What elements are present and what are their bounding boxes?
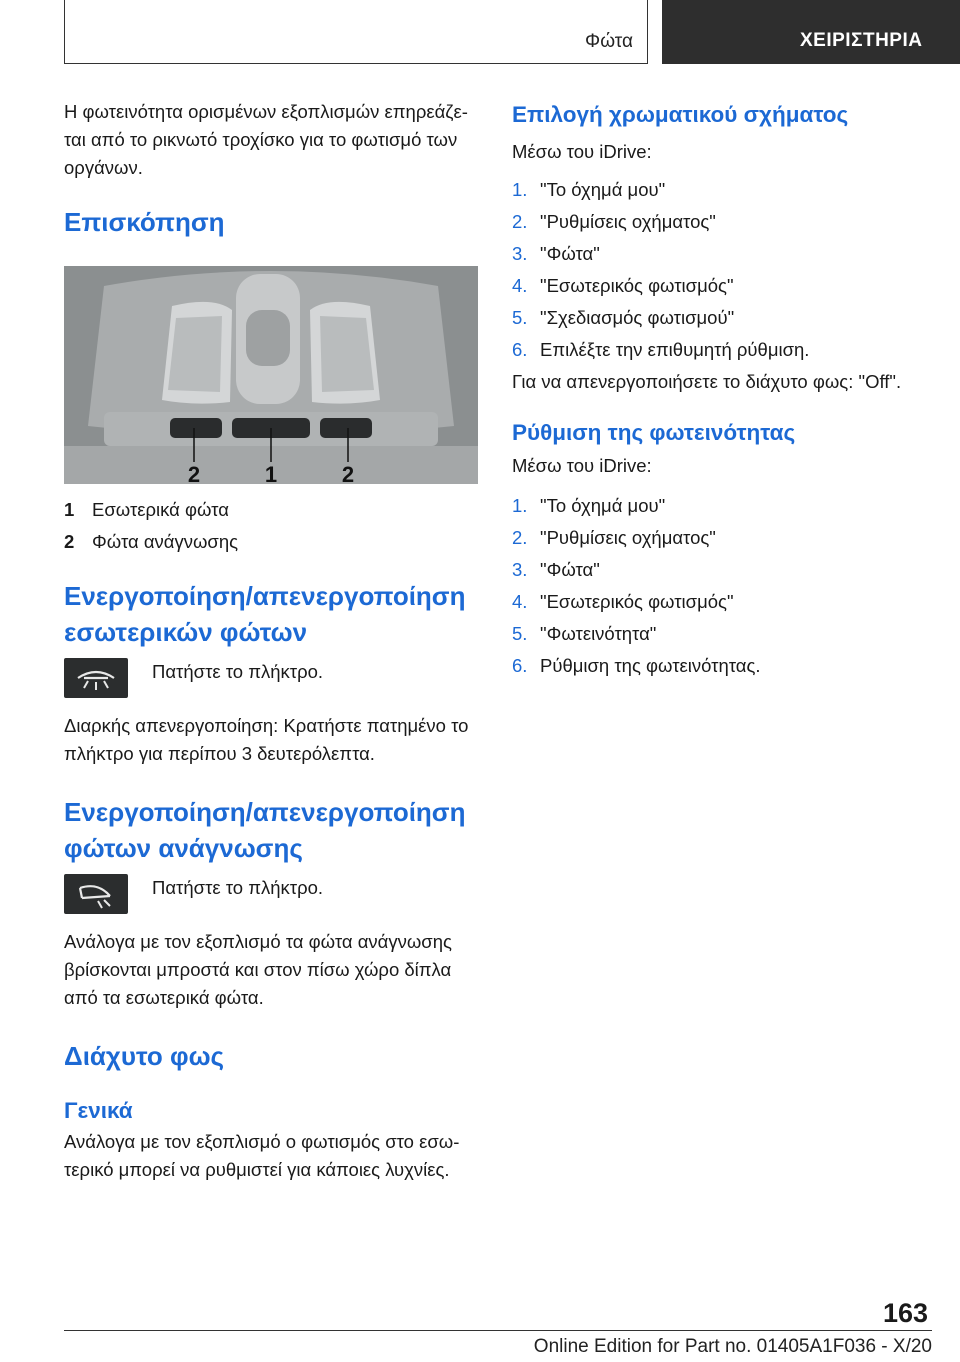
- step-item: [512, 522, 932, 554]
- step-text: "Ρυθμίσεις οχήματος": [540, 527, 716, 548]
- footer-divider: [64, 1330, 932, 1331]
- interior-lights-heading: Ενεργοποίηση/απενεργοποίηση εσωτερικών φώτων: [64, 581, 466, 647]
- page-number: 163: [882, 1298, 928, 1328]
- right-column: [512, 98, 932, 682]
- step-number: 6.: [512, 339, 528, 360]
- legend-text: Φώτα ανάγνωσης: [92, 531, 239, 552]
- step-number: 4.: [512, 275, 528, 296]
- figure-legend: [64, 494, 478, 558]
- interior-press-instruction: Πατήστε το πλήκτρο.: [152, 661, 324, 682]
- step-item: [512, 302, 932, 334]
- legend-item: [64, 494, 478, 526]
- brightness-via: Μέσω του iDrive:: [512, 455, 652, 476]
- figure-callout-right: 2: [341, 462, 355, 484]
- legend-number: 1: [64, 499, 75, 520]
- step-item: [512, 650, 932, 682]
- step-text: "Το όχημά μου": [540, 495, 666, 516]
- reading-button-row: [64, 874, 478, 914]
- step-number: 4.: [512, 591, 528, 612]
- step-text: "Το όχημά μου": [540, 179, 666, 200]
- figure-callout-center: 1: [264, 462, 278, 484]
- overhead-console-image: [64, 266, 478, 484]
- step-item: [512, 206, 932, 238]
- intro-paragraph: Η φωτεινότητα ορισμένων εξοπλισμών επηρεάζεται από το ρικνωτό τροχίσκο για το φωτισμό των οργάνων.: [64, 101, 468, 178]
- step-text: "Σχεδιασμός φωτισμού": [540, 307, 735, 328]
- step-number: 3.: [512, 243, 528, 264]
- legend-item: [64, 526, 478, 558]
- edition-text: Online Edition for Part no. 01405A1F036 - X/20: [533, 1336, 932, 1357]
- step-number: 2.: [512, 527, 528, 548]
- reading-press-instruction: Πατήστε το πλήκτρο.: [152, 877, 324, 898]
- step-number: 6.: [512, 655, 528, 676]
- reading-lights-heading: Ενεργοποίηση/απενεργοποίηση φώτων ανάγνωσης: [64, 797, 466, 863]
- header-chapter-tab: [662, 0, 960, 64]
- header-chapter-title: ΧΕΙΡΙΣΤΗΡΙΑ: [800, 30, 923, 51]
- left-column: [64, 98, 478, 1184]
- step-number: 1.: [512, 495, 528, 516]
- reading-description: Ανάλογα με τον εξοπλισμό τα φώτα ανάγνωσης βρίσκονται μπροστά και στον πίσω χώρο δίπλα από τα εσωτερικά φώτα.: [64, 931, 452, 1008]
- step-number: 5.: [512, 307, 528, 328]
- step-text: "Εσωτερικός φωτισμός": [540, 275, 734, 296]
- step-text: Ρύθμιση της φωτεινότητας.: [540, 655, 761, 676]
- step-item: [512, 586, 932, 618]
- interior-description: Διαρκής απενεργοποίηση: Κρατήστε πατημένο το πλήκτρο για περίπου 3 δευτερόλεπτα.: [64, 715, 469, 764]
- step-text: "Ρυθμίσεις οχήματος": [540, 211, 716, 232]
- step-item: [512, 174, 932, 206]
- step-number: 1.: [512, 179, 528, 200]
- color-scheme-off-note: Για να απενεργοποιήσετε το διάχυτο φως: "Off".: [512, 371, 902, 392]
- interior-light-button-icon: [64, 658, 128, 698]
- figure-callout-left: 2: [187, 462, 201, 484]
- step-item: [512, 270, 932, 302]
- step-item: [512, 238, 932, 270]
- header-section-box: [64, 0, 648, 64]
- step-text: "Φώτα": [540, 559, 600, 580]
- step-text: "Φώτα": [540, 243, 600, 264]
- color-scheme-heading: Επιλογή χρωματικού σχήματος: [512, 102, 849, 127]
- step-text: "Φωτεινότητα": [540, 623, 657, 644]
- step-number: 3.: [512, 559, 528, 580]
- color-scheme-via: Μέσω του iDrive:: [512, 141, 652, 162]
- step-item: [512, 334, 932, 366]
- step-item: [512, 490, 932, 522]
- interior-button-row: [64, 658, 478, 698]
- overhead-console-illustration: [64, 266, 478, 484]
- step-item: [512, 618, 932, 650]
- step-number: 5.: [512, 623, 528, 644]
- reading-light-button-icon: [64, 874, 128, 914]
- header-section-title: Φώτα: [585, 31, 633, 52]
- brightness-heading: Ρύθμιση της φωτεινότητας: [512, 420, 796, 445]
- step-text: "Εσωτερικός φωτισμός": [540, 591, 734, 612]
- brightness-steps: [512, 490, 932, 682]
- color-scheme-steps: [512, 174, 932, 366]
- legend-number: 2: [64, 531, 75, 552]
- step-number: 2.: [512, 211, 528, 232]
- diffuse-light-heading: Διάχυτο φως: [64, 1041, 225, 1071]
- step-item: [512, 554, 932, 586]
- legend-text: Εσωτερικά φώτα: [92, 499, 229, 520]
- general-subheading: Γενικά: [64, 1098, 133, 1123]
- step-text: Επιλέξτε την επιθυμητή ρύθμιση.: [540, 339, 810, 360]
- overview-heading: Επισκόπηση: [64, 207, 225, 237]
- general-description: Ανάλογα με τον εξοπλισμό ο φωτισμός στο εσωτερικό μπορεί να ρυθμιστεί για κάποιες λυχνίες.: [64, 1131, 460, 1180]
